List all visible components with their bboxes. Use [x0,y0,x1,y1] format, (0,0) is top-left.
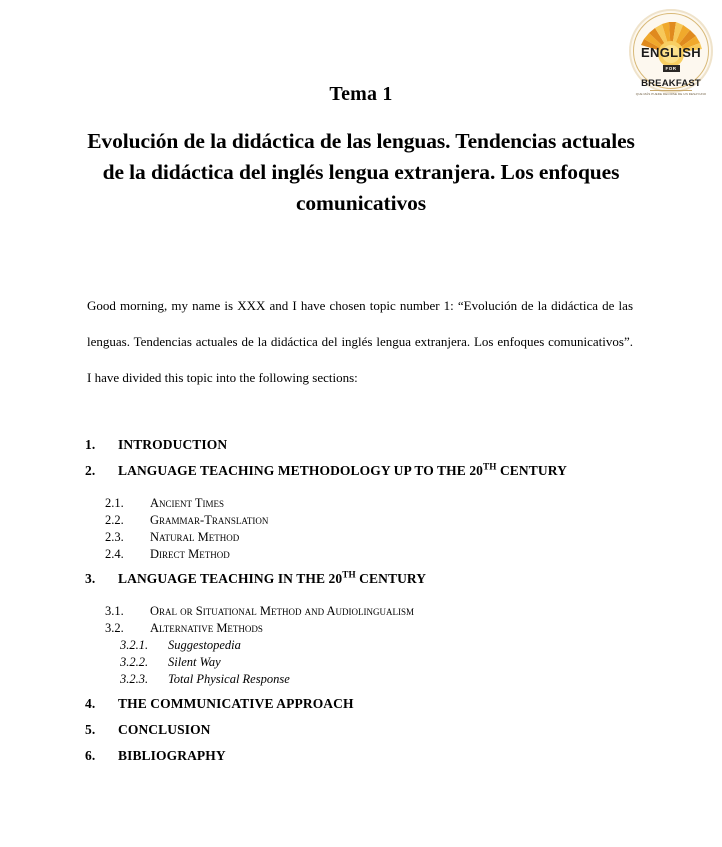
toc-item-label: Oral or Situational Method and Audiolingualism [150,604,415,618]
toc-item-level3[interactable] [120,637,722,654]
list-spacer [0,688,722,696]
toc-item-label: CONCLUSION [118,722,211,737]
toc-item-level1[interactable] [85,748,722,764]
toc-item-number: 1. [85,437,96,452]
toc-item-label: Suggestopedia [168,638,241,652]
toc-item-number: 3. [85,571,96,586]
toc-item-label: Alternative Methods [150,621,263,635]
toc-item-number: 2.3. [105,530,124,544]
toc-item-level1[interactable] [85,571,722,587]
topic-number-heading: Tema 1 [329,83,393,105]
toc-item-level2[interactable] [105,512,722,529]
toc-item-number: 3.1. [105,604,124,618]
toc-item-number: 3.2. [105,621,124,635]
toc-item-number: 3.2.3. [120,672,149,686]
ordinal-suffix: TH [483,461,497,472]
toc-item-level3[interactable] [120,671,722,688]
toc-item-number: 4. [85,696,96,711]
table-of-contents [0,437,722,774]
toc-item-number: 2.2. [105,513,124,527]
toc-item-level1[interactable] [85,696,722,712]
toc-item-level2[interactable] [105,620,722,637]
toc-item-level2[interactable] [105,603,722,620]
logo-word-english: ENGLISH [641,45,701,60]
toc-item-label: LANGUAGE TEACHING IN THE 20TH CENTURY [118,569,427,586]
toc-item-level3[interactable] [120,654,722,671]
toc-item-level2[interactable] [105,495,722,512]
toc-item-label: Silent Way [168,655,221,669]
toc-item-number: 6. [85,748,96,763]
toc-item-level1[interactable] [85,463,722,479]
toc-item-level1[interactable] [85,722,722,738]
toc-item-number: 3.2.2. [120,655,149,669]
toc-item-level2[interactable] [105,546,722,563]
toc-item-number: 2.1. [105,496,124,510]
toc-item-number: 2.4. [105,547,124,561]
page-title: Evolución de la didáctica de las lenguas. Tendencias actuales de la didáctica del inglés lengua extranjera. Los enfoques comunicativos [87,129,635,215]
ordinal-suffix: TH [342,569,356,580]
toc-item-label: Direct Method [150,547,230,561]
toc-item-label: LANGUAGE TEACHING METHODOLOGY UP TO THE 20TH CENTURY [118,461,567,478]
toc-item-label: Ancient Times [150,496,225,510]
list-spacer [0,563,722,571]
toc-item-label: BIBLIOGRAPHY [118,748,226,763]
toc-item-label: Natural Method [150,530,240,544]
toc-item-label: INTRODUCTION [118,437,228,452]
toc-item-label: Grammar-Translation [150,513,269,527]
toc-item-number: 5. [85,722,96,737]
logo-word-for: FOR [663,65,680,72]
toc-item-level2[interactable] [105,529,722,546]
toc-item-level1[interactable] [85,437,722,453]
toc-item-label: Total Physical Response [168,672,290,686]
toc-item-number: 2. [85,463,96,478]
logo-tagline: QUE MÁS PUEDE DECIRSE DE UN DESAYUNO [635,92,707,96]
toc-item-label: THE COMMUNICATIVE APPROACH [118,696,354,711]
intro-paragraph: Good morning, my name is XXX and I have chosen topic number 1: “Evolución de la didáctica de las lenguas. Tendencias actuales de la didáctica del inglés lengua extranjera. Los enfoques comunicativos”. I have divided this topic into the following sections: [87,298,633,385]
toc-item-number: 3.2.1. [120,638,149,652]
logo-word-breakfast: BREAKFAST [641,78,701,89]
english-for-breakfast-logo [629,9,713,96]
